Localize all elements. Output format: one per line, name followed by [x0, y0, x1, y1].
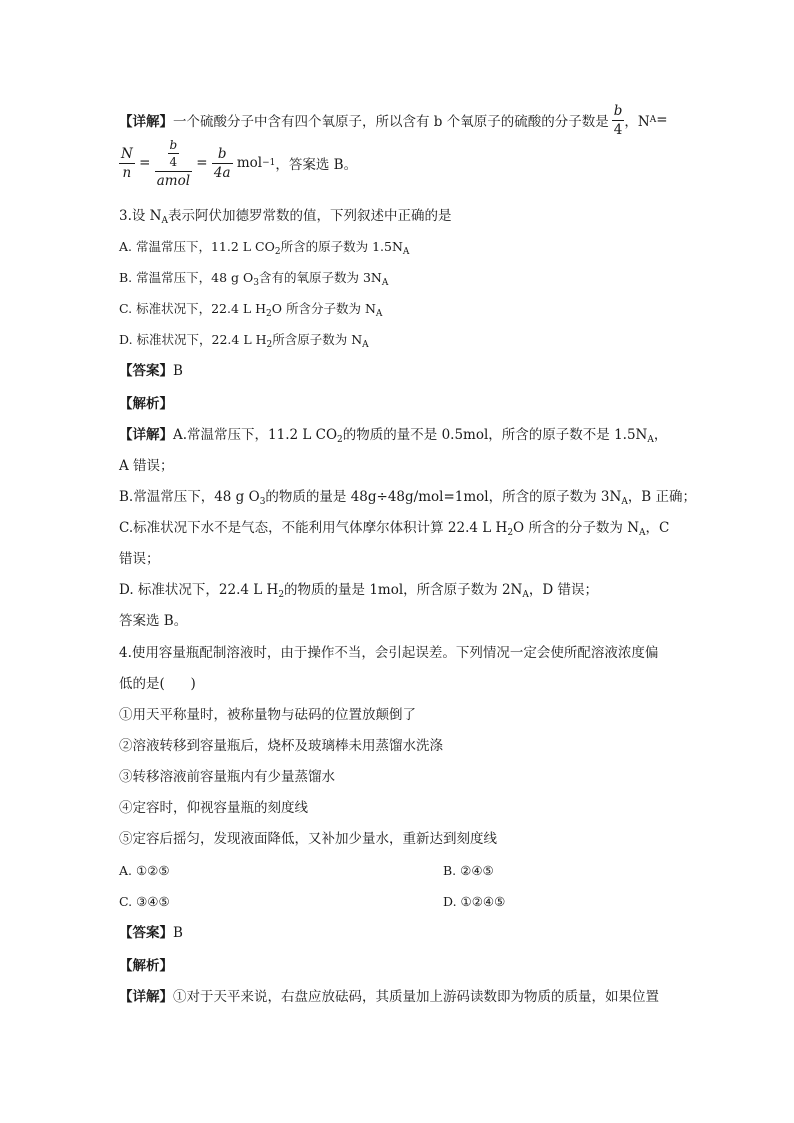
- q3-detail-c: C.标准状况下水不是气态，不能利用气体摩尔体积计算 22.4 L $H_2O$ 所含的分子数为 $N_A$，C: [119, 520, 670, 538]
- fraction-N-over-n: $\frac{N}{n}$: [121, 145, 133, 181]
- q4-option-a: A. ①②⑤: [119, 863, 170, 878]
- q2-detail-line: 【详解】 一个硫酸分子中含有四个氧原子，所以含有 b 个氧原子的硫酸的分子数是 $\frac{b}{4}$ ，N A =: [119, 102, 668, 138]
- q3-detail-b: B.常温常压下，48 g $O_3$的物质的量是 48g÷48g/mol=1mol，所含的原子数为 $3N_A$，B 正确；: [119, 489, 697, 507]
- fraction-b-over-4a: $\frac{b}{4a}$: [213, 145, 231, 181]
- q2-detail-text: 一个硫酸分子中含有四个氧原子，所以含有 b 个氧原子的硫酸的分子数是: [173, 114, 609, 130]
- q3-option-c: C. 标准状况下，22.4 L $H_2O$ 所含分子数为 $N_A$: [119, 301, 383, 319]
- q2-formula: $\frac{N}{n}$ = $\frac{\frac{b}{4}}{\text{amol}}$ = $\frac{b}{4a}$ mol −1 ，答案选 B。: [121, 137, 358, 189]
- q3-detail-d: D. 标准状况下，22.4 L $H_2$的物质的量是 1mol，所含原子数为 $2N_A$，D 错误；: [119, 582, 598, 600]
- q4-stem-line2: 低的是( ): [119, 676, 196, 692]
- q3-detail-a-cont: A 错误；: [119, 458, 174, 474]
- q3-option-d: D. 标准状况下，22.4 L $H_2$所含原子数为 $N_A$: [119, 332, 369, 350]
- q4-item-1: ①用天平称量时，被称量物与砝码的位置放颠倒了: [119, 707, 416, 723]
- q4-option-d: D. ①②④⑤: [443, 894, 506, 909]
- fraction-b-over-4: $\frac{b}{4}$: [613, 102, 623, 138]
- detail-label: 【详解】: [119, 114, 173, 130]
- q4-stem-line1: 4.使用容量瓶配制溶液时，由于操作不当，会引起误差。下列情况一定会使所配溶液浓度偏: [119, 645, 659, 661]
- q4-option-c: C. ③④⑤: [119, 894, 170, 909]
- nested-fraction: $\frac{\frac{b}{4}}{\text{amol}}$: [156, 137, 191, 189]
- q3-detail-c-cont: 错误；: [119, 551, 160, 567]
- q4-item-5: ⑤定容后摇匀，发现液面降低，又补加少量水，重新达到刻度线: [119, 831, 497, 847]
- q4-option-b: B. ②④⑤: [443, 863, 494, 878]
- q3-analysis-label: 【解析】: [119, 396, 173, 412]
- q4-item-3: ③转移溶液前容量瓶内有少量蒸馏水: [119, 769, 335, 785]
- q3-option-a: A. 常温常压下，11.2 L $CO_2$所含的原子数为 $1.5N_A$: [119, 239, 410, 257]
- q4-item-4: ④定容时，仰视容量瓶的刻度线: [119, 800, 308, 816]
- q4-item-2: ②溶液转移到容量瓶后，烧杯及玻璃棒未用蒸馏水洗涤: [119, 738, 443, 754]
- q4-answer: 【答案】B: [119, 925, 183, 941]
- q3-conclusion: 答案选 B。: [119, 613, 188, 629]
- q3-option-b: B. 常温常压下，48 g $O_3$含有的氧原子数为 $3N_A$: [119, 270, 389, 288]
- q3-stem: 3.设 $N_A$表示阿伏加德罗常数的值，下列叙述中正确的是: [119, 208, 452, 226]
- q3-detail-a: 【详解】A.常温常压下，11.2 L $CO_2$的物质的量不是 0.5mol，所含的原子数不是 $1.5N_A$，: [119, 427, 668, 445]
- q3-answer: 【答案】B: [119, 363, 183, 379]
- q4-detail: 【详解】①对于天平来说，右盘应放砝码，其质量加上游码读数即为物质的质量，如果位置: [119, 989, 659, 1005]
- q4-analysis-label: 【解析】: [119, 958, 173, 974]
